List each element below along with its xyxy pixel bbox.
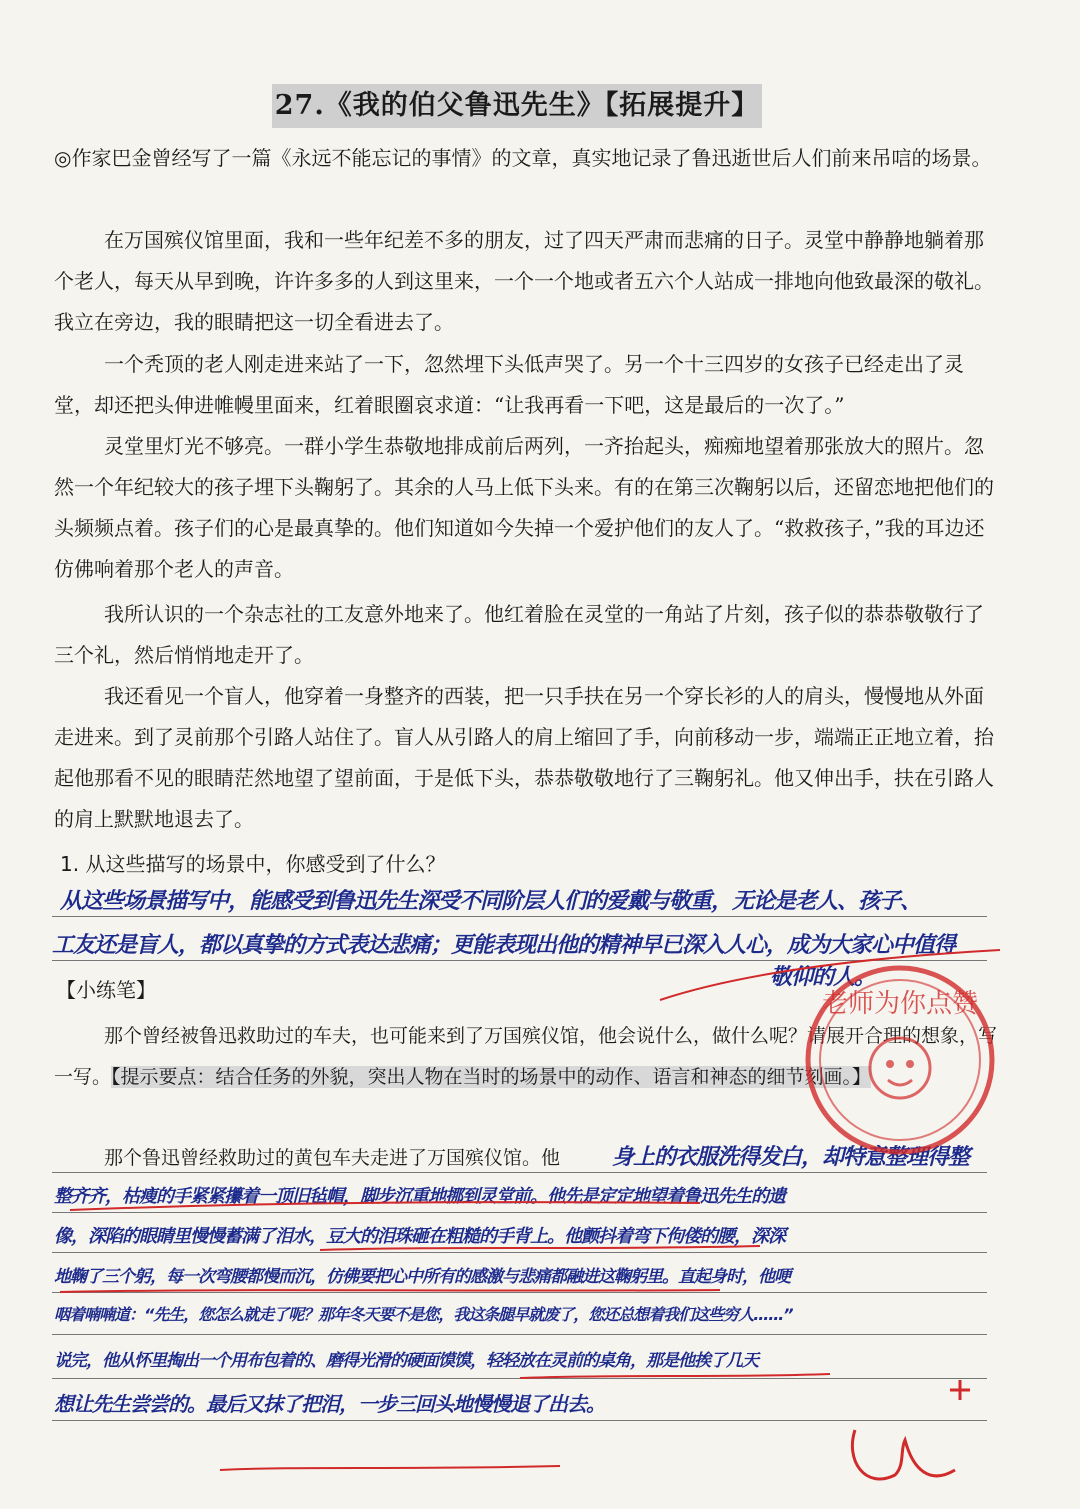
paragraph-1: 在万国殡仪馆里面，我和一些年纪差不多的朋友，过了四天严肃而悲痛的日子。灵堂中静静地躺着那个老人，每天从早到晚，许许多多的人到这里来，一个一个地或者五六个人站成一排地向他致最深的敬礼。我立在旁边，我的眼睛把这一切全看进去了。 [54, 228, 994, 334]
essay-line-6: 说完，他从怀里掏出一个用布包着的、磨得光滑的硬面馍馍，轻轻放在灵前的桌角，那是他挨了几天 [54, 1351, 758, 1371]
svg-text:老师为你点赞: 老师为你点赞 [821, 989, 979, 1019]
paragraph-4: 我所认识的一个杂志社的工友意外地来了。他红着脸在灵堂的一角站了片刻，孩子似的恭恭敬敬行了三个礼，然后悄悄地走开了。 [54, 602, 984, 667]
paragraph-2: 一个秃顶的老人刚走进来站了一下，忽然埋下头低声哭了。另一个十三四岁的女孩子已经走出了灵堂，却还把头伸进帷幔里面来，红着眼圈哀求道：“让我再看一下吧，这是最后的一次了。” [54, 352, 964, 417]
paragraph-3: 灵堂里灯光不够亮。一群小学生恭敬地排成前后两列，一齐抬起头，痴痴地望着那张放大的照片。忽然一个年纪较大的孩子埋下头鞠躬了。其余的人马上低下头来。有的在第三次鞠躬以后，还留恋地把他们的头频频点着。孩子们的心是最真挚的。他们知道如今失掉一个爱护他们的友人了。“救救孩子，”我的耳边还仿佛响着那个老人的声音。 [54, 434, 994, 581]
answer-line-2: 工友还是盲人，都以真挚的方式表达悲痛；更能表现出他的精神早已深入人心，成为大家心中值得 [52, 933, 956, 958]
essay-line-2: 整齐齐，枯瘦的手紧紧攥着一顶旧毡帽，脚步沉重地挪到灵堂前。他先是定定地望着鲁迅先生的遗 [54, 1186, 785, 1207]
prompt-text: 那个曾经被鲁迅救助过的车夫，也可能来到了万国殡仪馆，他会说什么，做什么呢？请展开合理的想象，写一写。 [54, 1025, 998, 1088]
paragraph-5: 我还看见一个盲人，他穿着一身整齐的西装，把一只手扶在另一个穿长衫的人的肩头，慢慢地从外面走进来。到了灵前那个引路人站住了。盲人从引路人的肩上缩回了手，向前移动一步，端端正正地立着，抬起他那看不见的眼睛茫然地望了望前面，于是低下头，恭恭敬敬地行了三鞠躬礼。他又伸出手，扶在引路人的肩上默默地退去了。 [54, 684, 994, 831]
score-mark [835, 1370, 995, 1500]
practice-heading: 【小练笔】 [56, 978, 156, 1002]
prompt-hint: 【提示要点：结合任务的外貌，突出人物在当时的场景中的动作、语言和神态的细节刻画。】 [111, 1066, 872, 1088]
answer-line-3: 敬仰的人。 [770, 965, 876, 990]
essay-line-7: 想让先生尝尝的。最后又抹了把泪，一步三回头地慢慢退了出去。 [54, 1392, 605, 1416]
essay-line-3: 像，深陷的眼睛里慢慢蓄满了泪水，豆大的泪珠砸在粗糙的手背上。他颤抖着弯下佝偻的腰，深深 [54, 1226, 785, 1247]
intro-text: ◎作家巴金曾经写了一篇《永远不能忘记的事情》的文章，真实地记录了鲁迅逝世后人们前来吊唁的场景。 [54, 146, 992, 170]
answer-line-1: 从这些场景描写中，能感受到鲁迅先生深受不同阶层人们的爱戴与敬重，无论是老人、孩子、 [60, 889, 922, 914]
essay-line-4: 地鞠了三个躬，每一次弯腰都慢而沉，仿佛要把心中所有的感激与悲痛都融进这鞠躬里。直起身时，他哽 [54, 1267, 790, 1287]
essay-line-1: 身上的衣服洗得发白，却特意整理得整 [612, 1145, 970, 1170]
essay-start: 那个鲁迅曾经救助过的黄包车夫走进了万国殡仪馆。他 [104, 1147, 561, 1169]
teacher-praise-stamp [800, 960, 1000, 1160]
essay-line-5: 咽着喃喃道：“先生，您怎么就走了呢？那年冬天要不是您，我这条腿早就废了，您还总想着我们这些穷人……” [54, 1305, 793, 1324]
page-title: 27.《我的伯父鲁迅先生》【拓展提升】 [272, 84, 762, 128]
question-1: 1. 从这些描写的场景中，你感受到了什么？ [60, 852, 446, 876]
